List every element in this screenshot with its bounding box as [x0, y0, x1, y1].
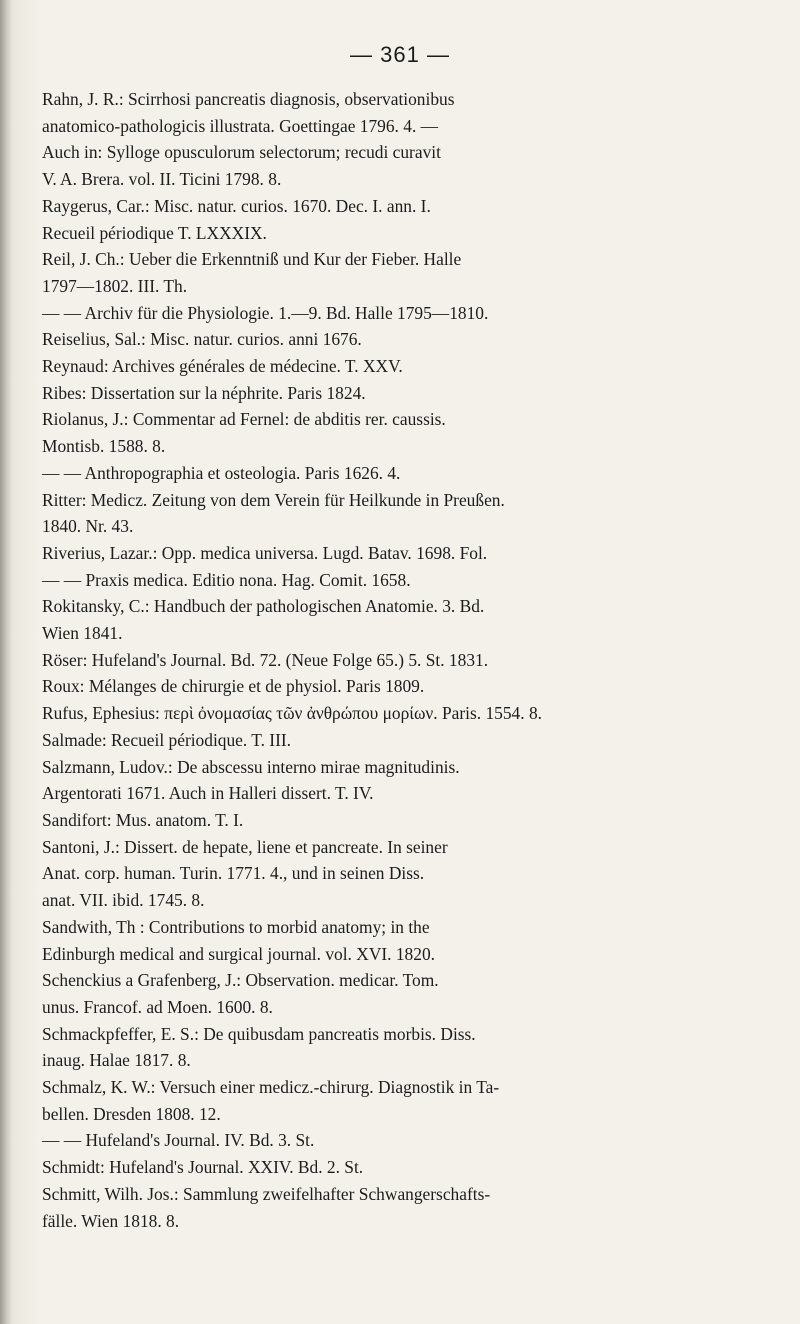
entry-line: Reynaud: Archives générales de médecine. T. XXV. — [42, 356, 403, 377]
entry-line: V. A. Brera. vol. II. Ticini 1798. 8. — [42, 169, 282, 190]
entry-line: anat. VII. ibid. 1745. 8. — [42, 890, 205, 911]
entry-line: Sandwith, Th : Contributions to morbid anatomy; in the — [42, 916, 430, 937]
entry-line: anatomico-pathologicis illustrata. Goettingae 1796. 4. — — [42, 115, 439, 136]
bibliography-entry — [42, 487, 772, 540]
entry-line: unus. Francof. ad Moen. 1600. 8. — [42, 996, 273, 1017]
bibliography-entry — [42, 914, 772, 967]
entry-line: Argentorati 1671. Auch in Halleri dissert. T. IV. — [42, 783, 374, 804]
bibliography-entry — [42, 1074, 772, 1127]
bibliography-entry — [42, 1181, 772, 1234]
entry-line: fälle. Wien 1818. 8. — [42, 1210, 180, 1231]
entry-line: Rufus, Ephesius: περὶ ὀνομασίας τῶν ἀνθρώπου μορίων. Paris. 1554. 8. — [42, 703, 542, 724]
bibliography-entry — [42, 727, 772, 754]
entry-line: Edinburgh medical and surgical journal. vol. XVI. 1820. — [42, 943, 435, 964]
entry-line: — — Anthropographia et osteologia. Paris 1626. 4. — [42, 462, 401, 483]
entry-line: Raygerus, Car.: Misc. natur. curios. 1670. Dec. I. ann. I. — [42, 195, 431, 216]
bibliography-entry — [42, 647, 772, 674]
entry-line: Ribes: Dissertation sur la néphrite. Paris 1824. — [42, 382, 366, 403]
entry-line: Montisb. 1588. 8. — [42, 436, 166, 457]
entry-line: Anat. corp. human. Turin. 1771. 4., und in seinen Diss. — [42, 863, 425, 884]
bibliography-entry — [42, 193, 772, 220]
bibliography-entry — [42, 246, 772, 299]
entry-line: Rahn, J. R.: Scirrhosi pancreatis diagnosis, observationibus — [42, 89, 455, 109]
bibliography-entry — [42, 460, 772, 487]
bibliography-entry — [42, 1127, 772, 1154]
entry-line: Röser: Hufeland's Journal. Bd. 72. (Neue Folge 65.) 5. St. 1831. — [42, 649, 489, 670]
bibliography-entry — [42, 1154, 772, 1181]
entry-line: Ritter: Medicz. Zeitung von dem Verein für Heilkunde in Preußen. — [42, 489, 505, 510]
entry-line: Schmalz, K. W.: Versuch einer medicz.-chirurg. Diagnostik in Ta- — [42, 1077, 500, 1098]
entry-line: Reiselius, Sal.: Misc. natur. curios. anni 1676. — [42, 329, 362, 350]
entry-line: Schmitt, Wilh. Jos.: Sammlung zweifelhafter Schwangerschafts- — [42, 1183, 491, 1204]
entry-line: Wien 1841. — [42, 623, 123, 644]
entry-line: Santoni, J.: Dissert. de hepate, liene et pancreate. In seiner — [42, 836, 448, 857]
bibliography-entry — [42, 967, 772, 1020]
entry-line: Salzmann, Ludov.: De abscessu interno mirae magnitudinis. — [42, 756, 460, 777]
bibliography-entry — [42, 673, 772, 700]
entry-line: — — Praxis medica. Editio nona. Hag. Comit. 1658. — [42, 569, 411, 590]
entry-line: — — Archiv für die Physiologie. 1.—9. Bd. Halle 1795—1810. — [42, 302, 489, 323]
bibliography-entry — [42, 300, 772, 327]
entry-line: Schmidt: Hufeland's Journal. XXIV. Bd. 2. St. — [42, 1157, 364, 1178]
bibliography-entry — [42, 380, 772, 407]
entry-line: Rokitansky, C.: Handbuch der pathologischen Anatomie. 3. Bd. — [42, 596, 485, 617]
entry-line: Reil, J. Ch.: Ueber die Erkenntniß und Kur der Fieber. Halle — [42, 249, 462, 270]
bibliography-entry — [42, 567, 772, 594]
entry-line: Schenckius a Grafenberg, J.: Observation. medicar. Tom. — [42, 970, 439, 991]
bibliography-entry — [42, 593, 772, 646]
bibliography-entry — [42, 700, 772, 727]
entry-line: Recueil périodique T. LXXXIX. — [42, 222, 267, 243]
page-number: — 361 — — [350, 42, 450, 67]
entry-line: Auch in: Sylloge opusculorum selectorum; recudi curavit — [42, 142, 441, 163]
bibliography-entry — [42, 86, 772, 193]
entry-line: Salmade: Recueil périodique. T. III. — [42, 729, 292, 750]
entry-line: — — Hufeland's Journal. IV. Bd. 3. St. — [42, 1130, 315, 1151]
entry-line: Roux: Mélanges de chirurgie et de physiol. Paris 1809. — [42, 676, 425, 697]
entry-line: Riolanus, J.: Commentar ad Fernel: de abditis rer. caussis. — [42, 409, 446, 430]
bibliography-entry — [42, 220, 772, 247]
entry-line: inaug. Halae 1817. 8. — [42, 1050, 191, 1071]
bibliography-entry — [42, 807, 772, 834]
bibliography-list — [42, 86, 772, 1234]
page-binding-shadow — [0, 0, 12, 1324]
entry-line: Schmackpfeffer, E. S.: De quibusdam pancreatis morbis. Diss. — [42, 1023, 476, 1044]
bibliography-entry — [42, 540, 772, 567]
bibliography-entry — [42, 326, 772, 353]
bibliography-entry — [42, 406, 772, 459]
entry-line: 1797—1802. III. Th. — [42, 275, 188, 296]
entry-line: bellen. Dresden 1808. 12. — [42, 1103, 221, 1124]
bibliography-entry — [42, 834, 772, 914]
bibliography-entry — [42, 1021, 772, 1074]
bibliography-entry — [42, 754, 772, 807]
entry-line: 1840. Nr. 43. — [42, 516, 134, 537]
bibliography-entry — [42, 353, 772, 380]
entry-line: Sandifort: Mus. anatom. T. I. — [42, 809, 244, 830]
entry-line: Riverius, Lazar.: Opp. medica universa. Lugd. Batav. 1698. Fol. — [42, 542, 488, 563]
